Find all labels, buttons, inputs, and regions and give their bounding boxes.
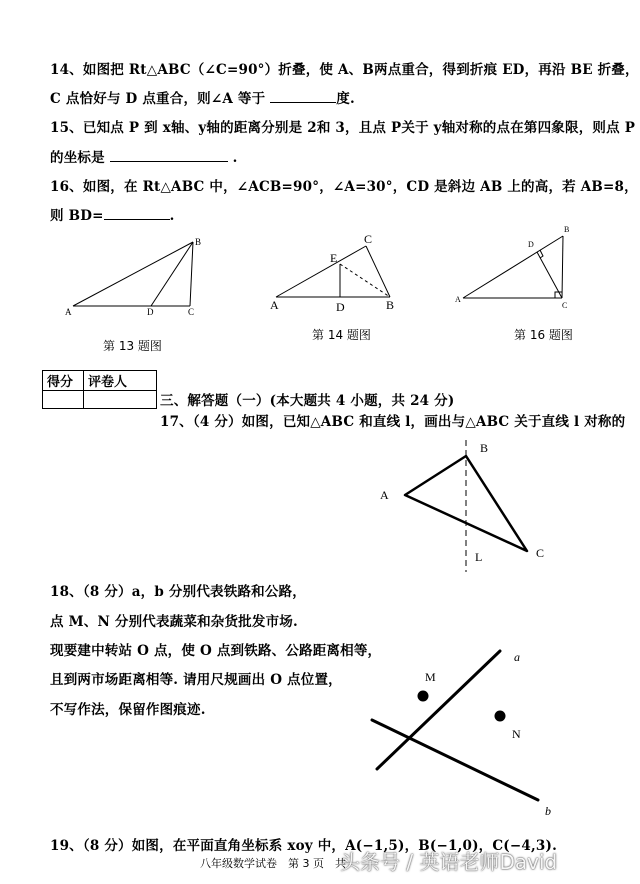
fig14-label-d: D [336, 300, 345, 314]
q19-text: 19、（8 分）如图，在平面直角坐标系 xoy 中，A(−1,5)，B(−1,0)，C(−4,3). [50, 838, 557, 854]
q16-line1: 16、如图，在 Rt△ABC 中，∠ACB=90°，∠A=30°，CD 是斜边 AB 上的高，若 AB=8， [50, 179, 638, 195]
score-header: 得分 [43, 371, 84, 391]
fig16-label-a: A [455, 295, 461, 304]
fig13-label-d: D [147, 307, 154, 317]
grader-header: 评卷人 [84, 371, 157, 391]
fig13-label-a: A [65, 307, 72, 317]
q15-line2-end: . [232, 150, 238, 166]
section-title: 三、解答题（一）(本大题共 4 小题，共 24 分) [160, 393, 455, 409]
q16-line2-text: 则 BD= [50, 208, 104, 224]
q18-line3: 现要建中转站 O 点，使 O 点到铁路、公路距离相等， [50, 643, 382, 659]
fig16-label-b: B [564, 225, 570, 234]
fig14-label-b: B [386, 298, 395, 312]
q16-line2: 则 BD= . [50, 208, 175, 224]
fig14-label-c: C [364, 232, 373, 246]
fig16-label-c: C [562, 301, 568, 310]
fig18-label-a: a [514, 650, 520, 664]
fig14-caption: 第 14 题图 [312, 328, 371, 342]
fig16-caption: 第 16 题图 [514, 328, 573, 342]
q15-line2-text: 的坐标是 [50, 150, 105, 166]
fig14-label-a: A [270, 298, 279, 312]
q18-line2: 点 M、N 分别代表蔬菜和杂货批发市场. [50, 614, 298, 630]
q18-line4: 且到两市场距离相等. 请用尺规画出 O 点位置， [50, 672, 342, 688]
q18-line5: 不写作法，保留作图痕迹. [50, 702, 206, 718]
fig13-label-c: C [188, 307, 195, 317]
q14-line2-text: C 点恰好与 D 点重合，则∠A 等于 [50, 91, 266, 107]
fig17-label-l: L [475, 550, 483, 564]
q14-line1: 14、如图把 Rt△ABC（∠C=90°）折叠，使 A、B两点重合，得到折痕 ED，再沿 BE 折叠， [50, 62, 639, 78]
fig18-label-m: M [425, 670, 436, 684]
fig16-label-d: D [528, 240, 534, 249]
fig18-point-m [418, 691, 429, 702]
q15-line1: 15、已知点 P 到 x轴、y轴的距离分别是 2和 3，且点 P关于 y轴对称的点在第四象限，则点 P [50, 120, 636, 136]
watermark: 头条号 / 英语老师David [340, 850, 558, 874]
fig17-label-c: C [536, 546, 545, 560]
fig13-caption: 第 13 题图 [103, 339, 162, 353]
fig14-label-e: E [330, 251, 338, 265]
q18-line1: 18、（8 分）a，b 分别代表铁路和公路， [50, 584, 306, 600]
fig17-label-a: A [380, 488, 389, 502]
fig17-label-b: B [480, 441, 489, 455]
fig18-point-n [495, 711, 506, 722]
fig18-label-b: b [545, 804, 551, 818]
fig13-label-b: B [195, 237, 202, 247]
page-footer: 八年级数学试卷 第 3 页 共 [200, 857, 346, 870]
fig18-label-n: N [512, 727, 521, 741]
q14-line2-end: 度. [336, 91, 355, 107]
q17-text: 17、（4 分）如图，已知△ABC 和直线 l，画出与△ABC 关于直线 l 对称的 [160, 414, 626, 430]
